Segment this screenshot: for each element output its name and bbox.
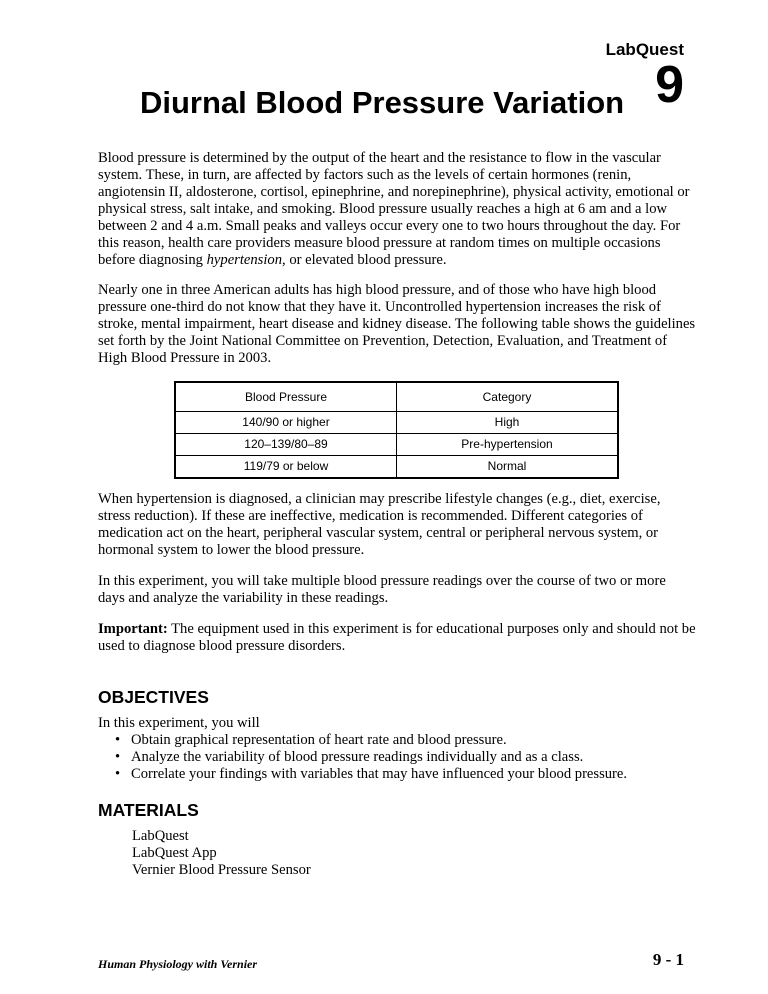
list-item: Vernier Blood Pressure Sensor [132,862,311,878]
objectives-list [98,732,696,783]
materials-heading: MATERIALS [98,800,199,820]
lab-label: LabQuest [605,40,684,59]
table-cell: 119/79 or below [175,456,397,479]
list-item: LabQuest App [132,845,217,861]
intro-p1-end: , or elevated blood pressure. [282,252,447,268]
intro-paragraph-2: Nearly one in three American adults has high blood pressure, and of those who have high blood pressure one-third do not know that they have it. Uncontrolled hypertension increases the risk of stroke, mental impairment, heart disease and kidney disease. The following table shows the guidelines set forth by the Joint National Committee on Prevention, Detection, Evaluation, and Treatment of High Blood Pressure in 2003. [98,282,696,366]
table-cell: Normal [397,456,619,479]
table-row [175,456,618,479]
table-header-cell: Category [397,382,619,412]
important-text: The equipment used in this experiment is for educational purposes only and should not be used to diagnose blood pressure disorders. [98,621,696,654]
intro-p1-text: Blood pressure is determined by the output of the heart and the resistance to flow in the vascular system. These, in turn, are affected by factors such as the levels of certain hormones (renin, angiotensin II, aldosterone, cortisol, epinephrine, and norepinephrine), physical activity, emotional or physical stress, salt intake, and smoking. Blood pressure usually reaches a high at 6 am and a low between 2 and 4 a.m. Small peaks and valleys occur every one to two hours throughout the day. For this reason, health care providers measure blood pressure at random times on multiple occasions before diagnosing [98,150,690,268]
body-paragraph-4: In this experiment, you will take multiple blood pressure readings over the course of two or more days and analyze the variability in these readings. [98,573,666,606]
bullet-icon: • [115,749,121,765]
document-body [98,150,696,879]
materials-list [132,828,696,879]
page-title: Diurnal Blood Pressure Variation [140,85,625,120]
bullet-icon: • [115,732,121,748]
list-item [98,749,696,766]
chapter-number: 9 [655,56,684,114]
table-cell: 120–139/80–89 [175,434,397,456]
objectives-heading: OBJECTIVES [98,687,209,707]
list-item [98,766,696,783]
table-row [175,412,618,434]
table-header-cell: Blood Pressure [175,382,397,412]
list-item: LabQuest [132,828,189,844]
intro-paragraph-1 [98,150,696,269]
hypertension-term: hypertension [206,252,283,268]
bullet-icon: • [115,766,121,782]
table-cell: High [397,412,619,434]
table-header-row [175,382,618,412]
important-note [98,621,696,655]
body-paragraph-3: When hypertension is diagnosed, a clinician may prescribe lifestyle changes (e.g., diet, exercise, stress reduction). If these are ineffective, medication is recommended. Different categories of medication act on the heart, peripheral vascular system, central or peripheral nervous system, or hormonal system to lower the blood pressure. [98,491,661,558]
objective-text: Analyze the variability of blood pressure readings individually and as a class. [131,749,584,765]
objectives-intro: In this experiment, you will [98,715,260,731]
list-item [98,732,696,749]
footer-page-number: 9 - 1 [652,950,684,969]
important-label: Important: [98,621,168,637]
blood-pressure-table [174,381,619,479]
table-cell: 140/90 or higher [175,412,397,434]
table-row [175,434,618,456]
table-cell: Pre-hypertension [397,434,619,456]
objective-text: Correlate your findings with variables that may have influenced your blood pressure. [131,766,628,782]
objective-text: Obtain graphical representation of heart rate and blood pressure. [131,732,507,748]
footer-book-title: Human Physiology with Vernier [98,957,258,971]
